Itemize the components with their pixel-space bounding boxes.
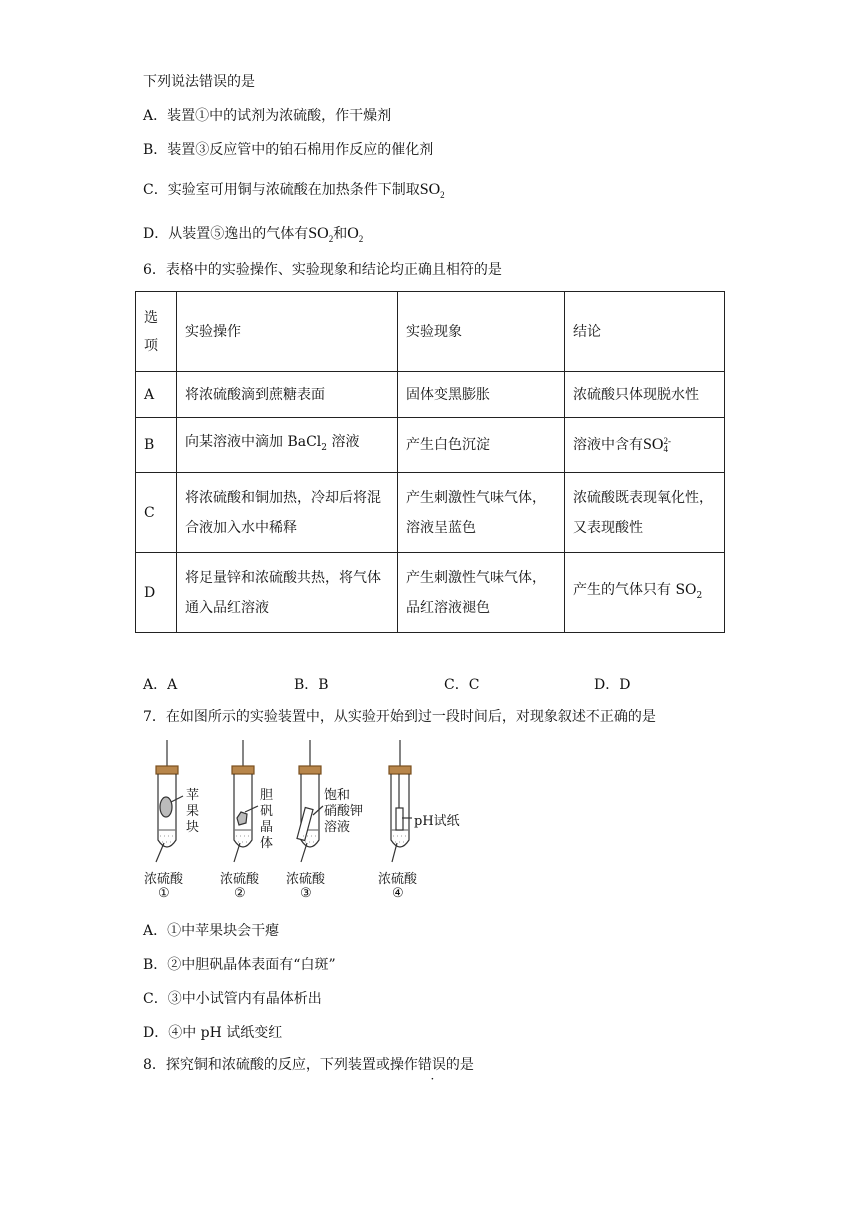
q6-table [135,291,725,633]
q6-choice-b: B．B [294,677,329,693]
header-phenomenon: 实验现象 [398,292,565,372]
q5-stem: 下列说法错误的是 [143,74,255,90]
tube2-acid-label: 浓硫酸 [220,872,260,887]
table-header-row [136,292,725,372]
q6-choice-c: C．C [444,677,480,693]
q5-option-d: D．从装置⑤逸出的气体有$SO_2$和$O_2$ [143,225,364,245]
table-row: C 将浓硫酸和铜加热，冷却后将混合液加入水中稀释 产生刺激性气味气体，溶液呈蓝色 浓硫酸既表现氧化性，又表现酸性 [136,473,725,553]
q7-stem: 7．在如图所示的实验装置中，从实验开始到过一段时间后，对现象叙述不正确的是 [143,709,656,725]
tube2-number: ② [234,886,246,901]
header-operation: 实验操作 [177,292,398,372]
test-tube-figure [140,738,470,908]
q6-stem: 6．表格中的实验操作、实验现象和结论均正确且相符的是 [143,262,502,278]
tube1-number: ① [158,886,170,901]
table-row: A 将浓硫酸滴到蔗糖表面 固体变黑膨胀 浓硫酸只体现脱水性 [136,372,725,418]
ph-paper-label: pH试纸 [414,814,460,829]
header-option: 选项 [136,292,177,372]
q8-stem: 8．探究铜和浓硫酸的反应，下列装置或操作错误的是 [143,1057,474,1073]
q6-choice-a: A．A [143,677,178,693]
tube3-acid-label: 浓硫酸 [286,872,326,887]
q5-option-c: C．实验室可用铜与浓硫酸在加热条件下制取$SO_2$ [143,181,445,201]
tube4-acid-label: 浓硫酸 [378,872,418,887]
apple-label: 苹 果 块 [186,788,200,835]
so2-formula: $SO_2$ [308,225,334,245]
header-conclusion: 结论 [565,292,725,372]
emphasized-text: 错误 [417,1057,446,1073]
sulfate-formula: SO 2- 4 [643,436,671,455]
tube3-number: ③ [300,886,312,901]
o2-formula: $O_2$ [347,225,364,245]
q5-option-a: A．装置①中的试剂为浓硫酸，作干燥剂 [143,108,392,124]
q7-option-b: B．②中胆矾晶体表面有“白斑” [143,957,336,973]
q6-choice-d: D．D [594,677,631,693]
q7-option-d: D．④中 pH 试纸变红 [143,1025,283,1041]
table-row: D 将足量锌和浓硫酸共热，将气体通入品红溶液 产生刺激性气味气体，品红溶液褪色 产生的气体只有 $SO_2$ [136,553,725,633]
crystal-label: 胆 矾 晶 体 [260,788,274,851]
kno3-label: 饱和 硝酸钾 溶液 [324,788,364,835]
table-row: B 向某溶液中滴加 BaCl$_2$ 溶液 产生白色沉淀 溶液中含有SO 2- 4 [136,418,725,473]
tube1-acid-label: 浓硫酸 [144,872,184,887]
q7-option-c: C．③中小试管内有晶体析出 [143,991,322,1007]
q5-option-b: B．装置③反应管中的铂石棉用作反应的催化剂 [143,142,434,158]
so2-formula: $SO_2$ [419,181,445,201]
tube4-number: ④ [392,886,404,901]
q7-option-a: A．①中苹果块会干瘪 [143,923,280,939]
